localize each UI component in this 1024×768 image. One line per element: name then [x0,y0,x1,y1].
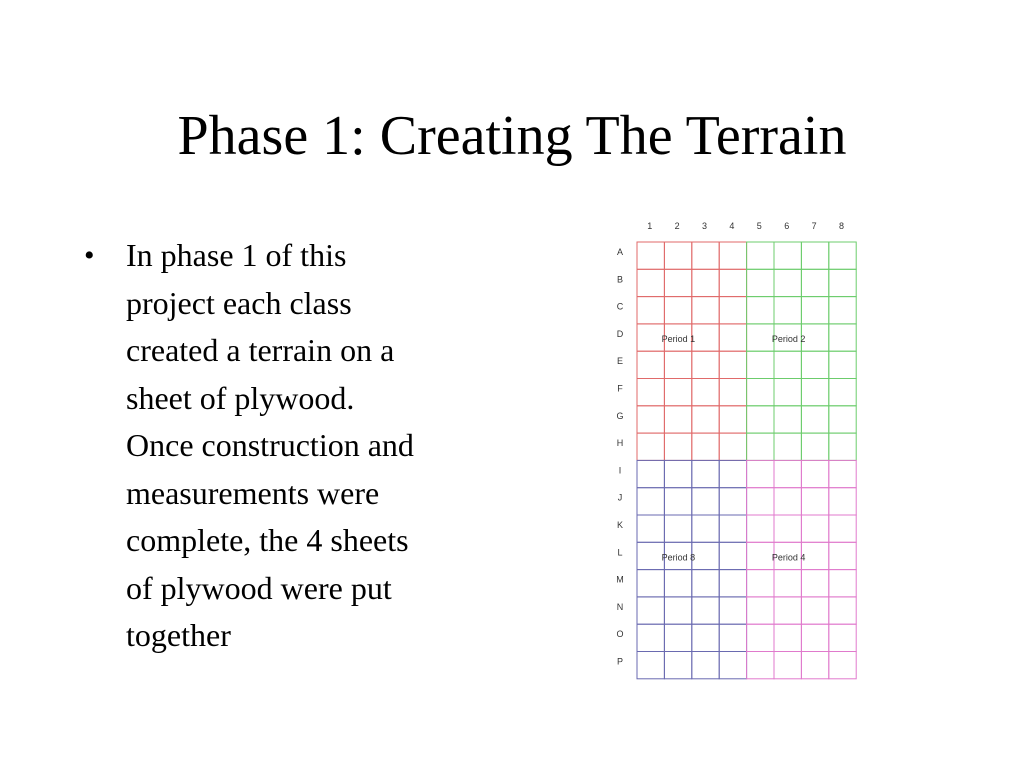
grid-cell [692,269,719,296]
quadrant-label: Period 8 [661,552,696,563]
bullet-text-line: Once construction and [126,427,414,463]
grid-cell [719,242,746,269]
column-label: 5 [756,221,762,231]
row-label: M [616,574,624,585]
grid-cell [664,242,691,269]
grid-cell [774,269,801,296]
grid-cell [774,624,801,651]
grid-cell [637,515,664,542]
grid-cell [801,652,828,679]
grid-cell [664,379,691,406]
grid-cell [719,460,746,487]
grid-cell [801,542,828,569]
grid-cell [664,652,691,679]
grid-cell [774,597,801,624]
column-label: 6 [784,221,790,231]
column-label: 7 [811,221,817,231]
grid-cell [829,379,856,406]
grid-cell [747,433,774,460]
grid-cell [747,597,774,624]
row-label: O [616,629,624,640]
grid-cell [692,351,719,378]
grid-cell [664,269,691,296]
grid-cell [774,406,801,433]
row-label: F [617,383,623,394]
column-label: 2 [674,221,680,231]
terrain-grid-diagram [600,214,870,690]
grid-cell [637,269,664,296]
grid-cell [774,570,801,597]
grid-cell [747,242,774,269]
grid-cell [719,269,746,296]
row-label: I [618,465,622,476]
grid-cell [774,242,801,269]
grid-cell [719,570,746,597]
grid-cell [664,433,691,460]
grid-cell [664,406,691,433]
bullet-text-line: together [126,617,231,653]
grid-cell [801,297,828,324]
grid-cell [637,406,664,433]
grid-cell [774,488,801,515]
grid-cell [829,515,856,542]
grid-cell [692,624,719,651]
grid-cell [692,570,719,597]
grid-cell [829,297,856,324]
grid-cell [692,379,719,406]
grid-cell [719,488,746,515]
column-label: 8 [838,221,845,231]
grid-cell [719,515,746,542]
row-label: G [616,410,624,421]
grid-cell [719,379,746,406]
grid-cell [774,379,801,406]
grid-cell [829,324,856,351]
grid-cell [719,597,746,624]
grid-cell [719,324,746,351]
bullet-text-line: project each class [126,284,352,321]
row-label: E [616,356,624,367]
grid-cell [774,652,801,679]
row-label: D [616,328,624,339]
grid-cell [719,542,746,569]
grid-cell [664,460,691,487]
row-label: B [616,274,624,285]
grid-cell [692,242,719,269]
grid-cell [774,351,801,378]
grid-cell [664,597,691,624]
grid-cell [747,269,774,296]
bullet-marker: • [84,239,95,272]
grid-cell [801,597,828,624]
grid-cell [747,542,774,569]
row-label: P [616,656,624,667]
grid-cell [637,297,664,324]
grid-cell [637,652,664,679]
grid-cell [747,324,774,351]
grid-cell [829,542,856,569]
grid-cell [747,379,774,406]
grid-cell [747,652,774,679]
row-label: L [617,547,623,558]
grid-cell [664,570,691,597]
grid-cell [747,406,774,433]
grid-cell [829,597,856,624]
row-label: C [616,301,624,312]
quadrant-label: Period 4 [771,552,806,563]
grid-cell [829,624,856,651]
grid-cell [692,597,719,624]
grid-cell [801,269,828,296]
grid-cell [637,433,664,460]
grid-cell [637,460,664,487]
grid-cell [801,351,828,378]
bullet-text-line: In phase 1 of this [126,237,347,273]
grid-cell [747,570,774,597]
grid-cell [692,324,719,351]
grid-cell [829,488,856,515]
quadrant-label: Period 2 [771,333,806,344]
slide-title: Phase 1: Creating The Terrain [177,105,847,167]
grid-cell [692,433,719,460]
grid-cell [719,652,746,679]
bullet-text-line: complete, the 4 sheets [126,522,409,558]
grid-cell [692,542,719,569]
row-label: N [616,601,624,612]
grid-cell [637,597,664,624]
grid-cell [719,351,746,378]
grid-cell [637,351,664,378]
grid-cell [801,324,828,351]
grid-cell [719,433,746,460]
grid-cell [774,433,801,460]
grid-cell [829,460,856,487]
grid-cell [829,406,856,433]
column-label: 4 [729,221,735,231]
column-label: 3 [701,221,708,231]
grid-cell [747,515,774,542]
grid-cell [637,624,664,651]
bullet-text-line: sheet of plywood. [126,379,355,416]
grid-cell [637,542,664,569]
grid-cell [801,460,828,487]
grid-cell [637,570,664,597]
grid-cell [801,488,828,515]
quadrant-label: Period 1 [661,333,696,344]
grid-quadrant [747,242,857,460]
grid-cell [692,406,719,433]
bullet-text-line: of plywood were put [126,569,392,606]
grid-cell [801,624,828,651]
row-label: A [616,247,624,257]
grid-cell [664,488,691,515]
column-label: 1 [647,221,653,231]
grid-quadrant [637,242,747,460]
grid-quadrant [637,460,747,678]
grid-cell [747,624,774,651]
grid-cell [692,297,719,324]
grid-cell [829,269,856,296]
grid-cell [747,351,774,378]
grid-cell [801,379,828,406]
grid-cell [801,242,828,269]
grid-cell [664,297,691,324]
grid-cell [801,515,828,542]
grid-cell [747,488,774,515]
grid-cell [637,379,664,406]
grid-cell [637,324,664,351]
grid-cell [747,297,774,324]
row-label: J [617,492,623,503]
grid-cell [829,570,856,597]
bullet-text-line: measurements were [126,474,380,511]
grid-quadrant [747,460,857,678]
grid-cell [774,297,801,324]
grid-cell [692,488,719,515]
grid-cell [829,433,856,460]
grid-cell [664,515,691,542]
row-label: K [616,520,624,530]
grid-cell [774,515,801,542]
grid-cell [692,652,719,679]
grid-cell [829,351,856,378]
grid-cell [637,242,664,269]
grid-cell [801,570,828,597]
grid-cell [747,460,774,487]
grid-cell [664,351,691,378]
grid-cell [719,297,746,324]
grid-cell [692,460,719,487]
grid-cell [829,242,856,269]
grid-cell [692,515,719,542]
grid-cell [664,624,691,651]
grid-cell [719,406,746,433]
grid-cell [719,624,746,651]
grid-cell [774,460,801,487]
grid-cell [801,406,828,433]
bullet-text-line: created a terrain on a [126,332,395,368]
grid-cell [637,488,664,515]
grid-cell [829,652,856,679]
row-label: H [616,438,624,449]
grid-cell [801,433,828,460]
